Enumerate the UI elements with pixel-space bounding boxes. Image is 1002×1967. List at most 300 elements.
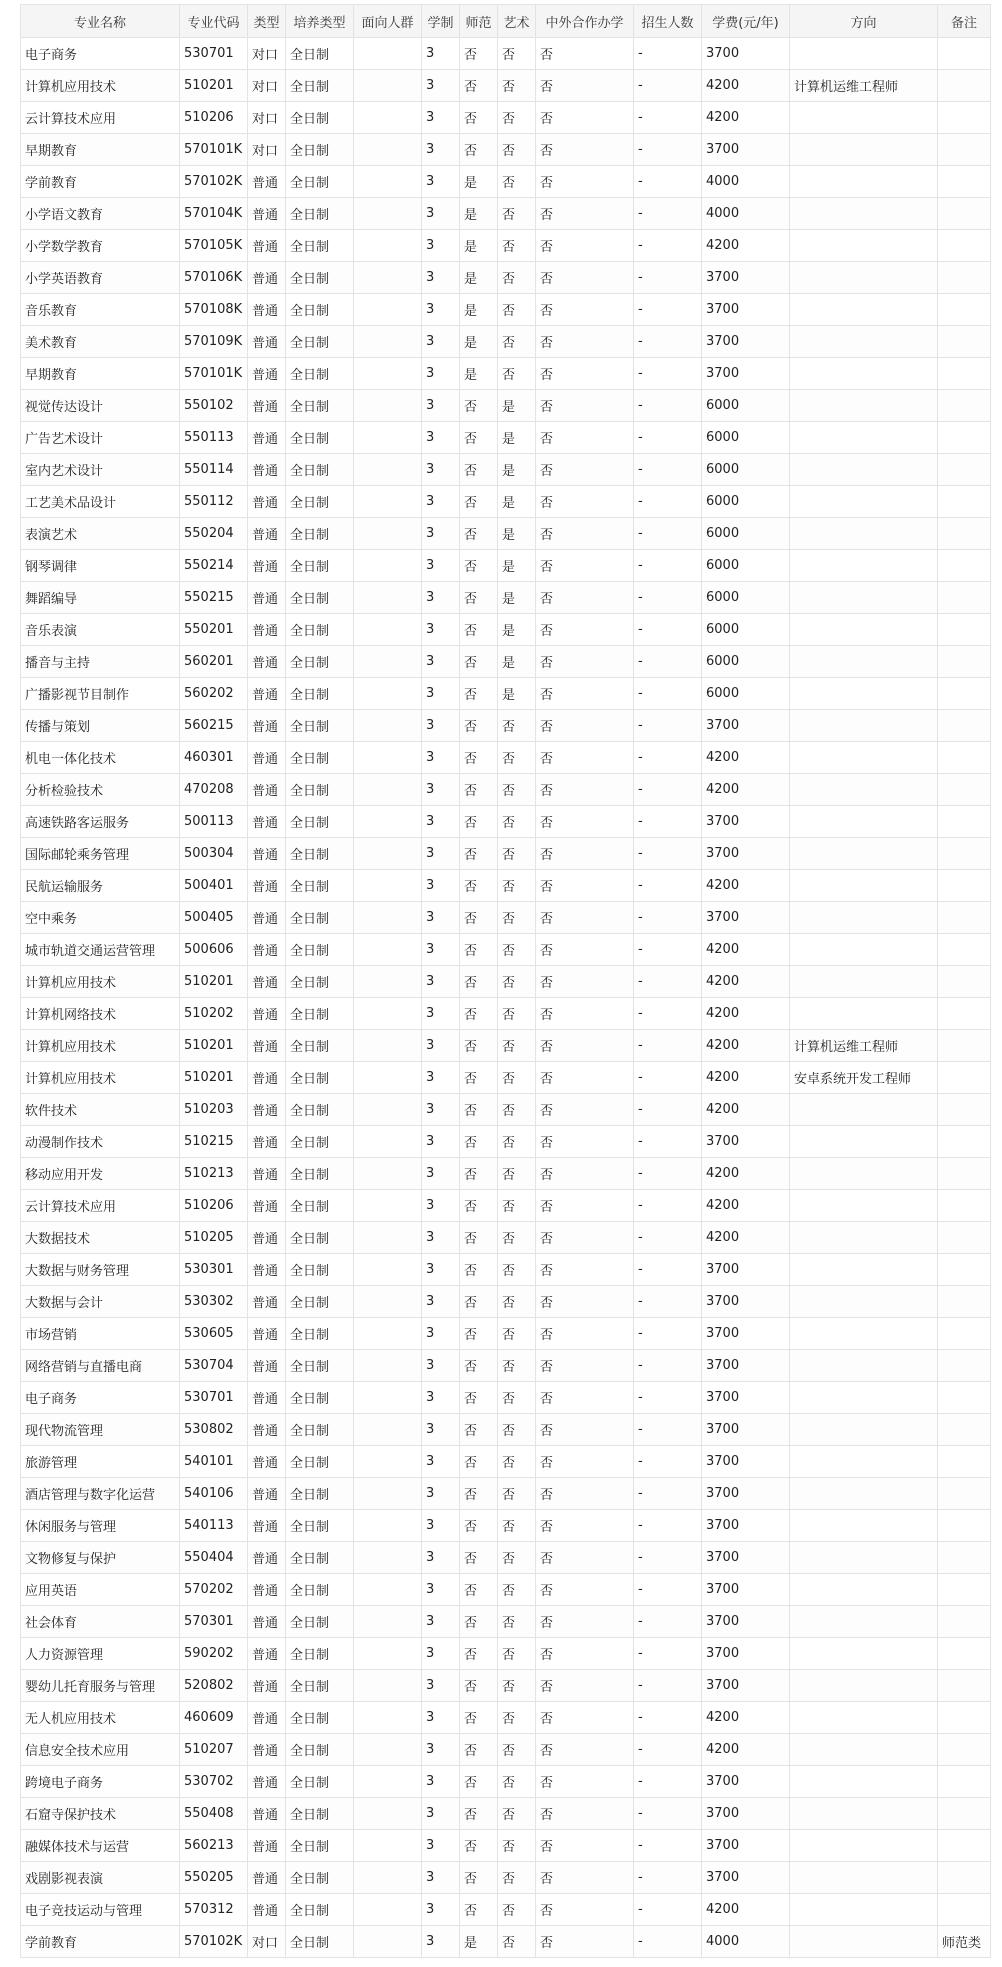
audience-cell (354, 1318, 422, 1350)
enrollment-cell: - (634, 870, 702, 902)
art-cell: 否 (498, 966, 536, 998)
enrollment-cell: - (634, 1478, 702, 1510)
direction-cell (790, 1926, 938, 1958)
tuition-cell: 6000 (702, 390, 790, 422)
type-cell: 普通 (248, 230, 286, 262)
normal-cell: 否 (460, 1062, 498, 1094)
art-cell: 是 (498, 454, 536, 486)
major-name-cell: 空中乘务 (21, 902, 180, 934)
direction-cell (790, 582, 938, 614)
major-name-cell: 广播影视节目制作 (21, 678, 180, 710)
type-cell: 普通 (248, 646, 286, 678)
normal-cell: 否 (460, 1638, 498, 1670)
table-row (21, 1350, 991, 1382)
art-cell: 否 (498, 1030, 536, 1062)
tuition-cell: 3700 (702, 1510, 790, 1542)
type-cell: 对口 (248, 1926, 286, 1958)
table-row (21, 1094, 991, 1126)
duration-cell: 3 (422, 1702, 460, 1734)
remark-cell (938, 294, 991, 326)
training-type-cell: 全日制 (286, 1254, 354, 1286)
training-type-cell: 全日制 (286, 678, 354, 710)
direction-cell (790, 678, 938, 710)
enrollment-cell: - (634, 1222, 702, 1254)
direction-cell (790, 486, 938, 518)
art-cell: 否 (498, 1190, 536, 1222)
type-cell: 普通 (248, 1030, 286, 1062)
tuition-cell: 4200 (702, 1190, 790, 1222)
training-type-cell: 全日制 (286, 1478, 354, 1510)
joint-program-cell: 否 (536, 582, 634, 614)
training-type-cell: 全日制 (286, 358, 354, 390)
duration-cell: 3 (422, 742, 460, 774)
duration-cell: 3 (422, 454, 460, 486)
direction-cell (790, 1670, 938, 1702)
training-type-cell: 全日制 (286, 166, 354, 198)
type-cell: 普通 (248, 294, 286, 326)
normal-cell: 否 (460, 518, 498, 550)
direction-cell (790, 1830, 938, 1862)
major-code-cell: 530301 (180, 1254, 248, 1286)
remark-cell (938, 1446, 991, 1478)
audience-cell (354, 486, 422, 518)
table-row (21, 646, 991, 678)
enrollment-cell: - (634, 230, 702, 262)
remark-cell (938, 102, 991, 134)
remark-cell (938, 262, 991, 294)
remark-cell (938, 1510, 991, 1542)
type-cell: 普通 (248, 1478, 286, 1510)
joint-program-cell: 否 (536, 1542, 634, 1574)
audience-cell (354, 1126, 422, 1158)
tuition-cell: 4200 (702, 966, 790, 998)
duration-cell: 3 (422, 518, 460, 550)
major-code-cell: 520802 (180, 1670, 248, 1702)
duration-cell: 3 (422, 966, 460, 998)
major-name-cell: 小学英语教育 (21, 262, 180, 294)
major-name-cell: 云计算技术应用 (21, 1190, 180, 1222)
tuition-cell: 3700 (702, 134, 790, 166)
major-code-cell: 550102 (180, 390, 248, 422)
enrollment-cell: - (634, 1158, 702, 1190)
normal-cell: 否 (460, 1318, 498, 1350)
remark-cell (938, 614, 991, 646)
enrollment-cell: - (634, 358, 702, 390)
normal-cell: 否 (460, 1862, 498, 1894)
enrollment-cell: - (634, 1766, 702, 1798)
enrollment-cell: - (634, 742, 702, 774)
major-code-cell: 570104K (180, 198, 248, 230)
direction-cell (790, 550, 938, 582)
table-row (21, 550, 991, 582)
major-name-cell: 钢琴调律 (21, 550, 180, 582)
art-cell: 是 (498, 550, 536, 582)
table-row (21, 710, 991, 742)
audience-cell (354, 1766, 422, 1798)
training-type-cell: 全日制 (286, 102, 354, 134)
joint-program-cell: 否 (536, 1318, 634, 1350)
major-code-cell: 570101K (180, 358, 248, 390)
table-row (21, 902, 991, 934)
enrollment-cell: - (634, 38, 702, 70)
training-type-cell: 全日制 (286, 454, 354, 486)
joint-program-cell: 否 (536, 1222, 634, 1254)
duration-cell: 3 (422, 1126, 460, 1158)
major-code-cell: 510206 (180, 102, 248, 134)
normal-cell: 否 (460, 1798, 498, 1830)
duration-cell: 3 (422, 902, 460, 934)
duration-cell: 3 (422, 870, 460, 902)
direction-cell (790, 166, 938, 198)
duration-cell: 3 (422, 646, 460, 678)
direction-cell (790, 614, 938, 646)
joint-program-cell: 否 (536, 1126, 634, 1158)
direction-cell (790, 198, 938, 230)
art-cell: 否 (498, 902, 536, 934)
normal-cell: 否 (460, 1158, 498, 1190)
normal-cell: 否 (460, 806, 498, 838)
major-code-cell: 570106K (180, 262, 248, 294)
enrollment-cell: - (634, 1254, 702, 1286)
major-code-cell: 500401 (180, 870, 248, 902)
normal-cell: 否 (460, 1542, 498, 1574)
direction-cell (790, 742, 938, 774)
major-code-cell: 570101K (180, 134, 248, 166)
duration-cell: 3 (422, 1862, 460, 1894)
remark-cell (938, 966, 991, 998)
direction-cell (790, 934, 938, 966)
type-cell: 普通 (248, 1702, 286, 1734)
remark-cell (938, 742, 991, 774)
major-code-cell: 510201 (180, 1062, 248, 1094)
normal-cell: 否 (460, 1222, 498, 1254)
direction-cell (790, 358, 938, 390)
major-name-cell: 云计算技术应用 (21, 102, 180, 134)
table-row (21, 1574, 991, 1606)
normal-cell: 是 (460, 294, 498, 326)
joint-program-cell: 否 (536, 998, 634, 1030)
remark-cell (938, 806, 991, 838)
duration-cell: 3 (422, 1926, 460, 1958)
training-type-cell: 全日制 (286, 1926, 354, 1958)
major-name-cell: 人力资源管理 (21, 1638, 180, 1670)
art-cell: 否 (498, 1702, 536, 1734)
training-type-cell: 全日制 (286, 1286, 354, 1318)
major-name-cell: 计算机应用技术 (21, 1062, 180, 1094)
type-cell: 普通 (248, 166, 286, 198)
table-row (21, 1286, 991, 1318)
joint-program-cell: 否 (536, 1510, 634, 1542)
art-cell: 否 (498, 1062, 536, 1094)
duration-cell: 3 (422, 614, 460, 646)
major-name-cell: 音乐教育 (21, 294, 180, 326)
tuition-cell: 3700 (702, 1670, 790, 1702)
major-code-cell: 510202 (180, 998, 248, 1030)
major-code-cell: 560201 (180, 646, 248, 678)
joint-program-cell: 否 (536, 1094, 634, 1126)
enrollment-cell: - (634, 1894, 702, 1926)
duration-cell: 3 (422, 998, 460, 1030)
art-cell: 否 (498, 1478, 536, 1510)
training-type-cell: 全日制 (286, 518, 354, 550)
type-cell: 对口 (248, 70, 286, 102)
type-cell: 普通 (248, 1894, 286, 1926)
training-type-cell: 全日制 (286, 38, 354, 70)
header-cell: 专业名称 (21, 5, 180, 38)
duration-cell: 3 (422, 102, 460, 134)
direction-cell (790, 102, 938, 134)
enrollment-cell: - (634, 1574, 702, 1606)
training-type-cell: 全日制 (286, 70, 354, 102)
joint-program-cell: 否 (536, 1638, 634, 1670)
audience-cell (354, 198, 422, 230)
enrollment-cell: - (634, 966, 702, 998)
normal-cell: 否 (460, 1894, 498, 1926)
joint-program-cell: 否 (536, 1414, 634, 1446)
duration-cell: 3 (422, 1318, 460, 1350)
normal-cell: 否 (460, 1766, 498, 1798)
art-cell: 否 (498, 166, 536, 198)
audience-cell (354, 518, 422, 550)
training-type-cell: 全日制 (286, 422, 354, 454)
tuition-cell: 4200 (702, 1222, 790, 1254)
tuition-cell: 3700 (702, 1606, 790, 1638)
joint-program-cell: 否 (536, 1286, 634, 1318)
type-cell: 普通 (248, 902, 286, 934)
joint-program-cell: 否 (536, 262, 634, 294)
table-row (21, 326, 991, 358)
training-type-cell: 全日制 (286, 870, 354, 902)
table-row (21, 934, 991, 966)
table-row (21, 1862, 991, 1894)
majors-table-container (20, 4, 991, 1958)
tuition-cell: 3700 (702, 1478, 790, 1510)
audience-cell (354, 358, 422, 390)
type-cell: 普通 (248, 582, 286, 614)
normal-cell: 否 (460, 70, 498, 102)
joint-program-cell: 否 (536, 1670, 634, 1702)
training-type-cell: 全日制 (286, 582, 354, 614)
remark-cell (938, 134, 991, 166)
tuition-cell: 4200 (702, 934, 790, 966)
tuition-cell: 3700 (702, 806, 790, 838)
art-cell: 否 (498, 1638, 536, 1670)
direction-cell: 计算机运维工程师 (790, 1030, 938, 1062)
major-name-cell: 学前教育 (21, 1926, 180, 1958)
type-cell: 普通 (248, 1286, 286, 1318)
major-code-cell: 510207 (180, 1734, 248, 1766)
audience-cell (354, 1478, 422, 1510)
training-type-cell: 全日制 (286, 1574, 354, 1606)
duration-cell: 3 (422, 1062, 460, 1094)
major-name-cell: 学前教育 (21, 166, 180, 198)
remark-cell (938, 902, 991, 934)
remark-cell (938, 198, 991, 230)
remark-cell (938, 678, 991, 710)
training-type-cell: 全日制 (286, 838, 354, 870)
tuition-cell: 4200 (702, 1158, 790, 1190)
art-cell: 否 (498, 774, 536, 806)
header-cell: 面向人群 (354, 5, 422, 38)
major-name-cell: 动漫制作技术 (21, 1126, 180, 1158)
type-cell: 普通 (248, 742, 286, 774)
direction-cell (790, 1574, 938, 1606)
duration-cell: 3 (422, 1798, 460, 1830)
training-type-cell: 全日制 (286, 1894, 354, 1926)
training-type-cell: 全日制 (286, 1734, 354, 1766)
audience-cell (354, 614, 422, 646)
training-type-cell: 全日制 (286, 1766, 354, 1798)
table-row (21, 678, 991, 710)
tuition-cell: 6000 (702, 550, 790, 582)
art-cell: 否 (498, 1798, 536, 1830)
direction-cell (790, 1606, 938, 1638)
duration-cell: 3 (422, 198, 460, 230)
major-code-cell: 510201 (180, 70, 248, 102)
enrollment-cell: - (634, 614, 702, 646)
type-cell: 普通 (248, 1606, 286, 1638)
joint-program-cell: 否 (536, 1862, 634, 1894)
major-name-cell: 现代物流管理 (21, 1414, 180, 1446)
training-type-cell: 全日制 (286, 486, 354, 518)
duration-cell: 3 (422, 70, 460, 102)
training-type-cell: 全日制 (286, 806, 354, 838)
major-code-cell: 460609 (180, 1702, 248, 1734)
duration-cell: 3 (422, 1254, 460, 1286)
training-type-cell: 全日制 (286, 902, 354, 934)
type-cell: 普通 (248, 1126, 286, 1158)
major-name-cell: 休闲服务与管理 (21, 1510, 180, 1542)
enrollment-cell: - (634, 1350, 702, 1382)
major-code-cell: 470208 (180, 774, 248, 806)
enrollment-cell: - (634, 902, 702, 934)
training-type-cell: 全日制 (286, 1542, 354, 1574)
tuition-cell: 4200 (702, 1702, 790, 1734)
normal-cell: 否 (460, 1030, 498, 1062)
major-code-cell: 550204 (180, 518, 248, 550)
remark-cell (938, 1638, 991, 1670)
tuition-cell: 3700 (702, 1638, 790, 1670)
major-name-cell: 传播与策划 (21, 710, 180, 742)
duration-cell: 3 (422, 1606, 460, 1638)
table-row (21, 1926, 991, 1958)
tuition-cell: 6000 (702, 646, 790, 678)
remark-cell (938, 1702, 991, 1734)
table-row (21, 1382, 991, 1414)
major-name-cell: 电子商务 (21, 38, 180, 70)
table-row (21, 198, 991, 230)
training-type-cell: 全日制 (286, 1638, 354, 1670)
normal-cell: 否 (460, 422, 498, 454)
joint-program-cell: 否 (536, 614, 634, 646)
major-code-cell: 500606 (180, 934, 248, 966)
direction-cell (790, 1446, 938, 1478)
direction-cell (790, 1734, 938, 1766)
audience-cell (354, 102, 422, 134)
type-cell: 普通 (248, 1382, 286, 1414)
table-row (21, 454, 991, 486)
major-code-cell: 510203 (180, 1094, 248, 1126)
training-type-cell: 全日制 (286, 1222, 354, 1254)
training-type-cell: 全日制 (286, 998, 354, 1030)
major-code-cell: 540106 (180, 1478, 248, 1510)
direction-cell (790, 902, 938, 934)
major-name-cell: 信息安全技术应用 (21, 1734, 180, 1766)
major-code-cell: 530802 (180, 1414, 248, 1446)
major-name-cell: 民航运输服务 (21, 870, 180, 902)
type-cell: 普通 (248, 1542, 286, 1574)
direction-cell (790, 646, 938, 678)
table-row (21, 294, 991, 326)
direction-cell (790, 1158, 938, 1190)
joint-program-cell: 否 (536, 1894, 634, 1926)
major-name-cell: 国际邮轮乘务管理 (21, 838, 180, 870)
duration-cell: 3 (422, 582, 460, 614)
enrollment-cell: - (634, 678, 702, 710)
table-row (21, 102, 991, 134)
major-code-cell: 500113 (180, 806, 248, 838)
tuition-cell: 6000 (702, 486, 790, 518)
duration-cell: 3 (422, 1510, 460, 1542)
training-type-cell: 全日制 (286, 742, 354, 774)
direction-cell (790, 1766, 938, 1798)
duration-cell: 3 (422, 166, 460, 198)
audience-cell (354, 1510, 422, 1542)
audience-cell (354, 1382, 422, 1414)
table-row (21, 1478, 991, 1510)
enrollment-cell: - (634, 326, 702, 358)
normal-cell: 否 (460, 1670, 498, 1702)
duration-cell: 3 (422, 486, 460, 518)
art-cell: 否 (498, 1094, 536, 1126)
normal-cell: 否 (460, 678, 498, 710)
normal-cell: 否 (460, 774, 498, 806)
normal-cell: 是 (460, 198, 498, 230)
remark-cell (938, 1062, 991, 1094)
direction-cell (790, 1286, 938, 1318)
major-code-cell: 530605 (180, 1318, 248, 1350)
major-name-cell: 小学语文教育 (21, 198, 180, 230)
type-cell: 普通 (248, 198, 286, 230)
duration-cell: 3 (422, 1830, 460, 1862)
major-name-cell: 市场营销 (21, 1318, 180, 1350)
direction-cell (790, 422, 938, 454)
duration-cell: 3 (422, 550, 460, 582)
art-cell: 否 (498, 1830, 536, 1862)
joint-program-cell: 否 (536, 1158, 634, 1190)
duration-cell: 3 (422, 1158, 460, 1190)
remark-cell (938, 390, 991, 422)
remark-cell (938, 1798, 991, 1830)
audience-cell (354, 1542, 422, 1574)
tuition-cell: 6000 (702, 582, 790, 614)
direction-cell (790, 38, 938, 70)
joint-program-cell: 否 (536, 102, 634, 134)
major-code-cell: 570202 (180, 1574, 248, 1606)
table-row (21, 1030, 991, 1062)
header-row (21, 5, 991, 38)
audience-cell (354, 742, 422, 774)
header-cell: 方向 (790, 5, 938, 38)
joint-program-cell: 否 (536, 902, 634, 934)
major-name-cell: 跨境电子商务 (21, 1766, 180, 1798)
art-cell: 否 (498, 1542, 536, 1574)
direction-cell (790, 774, 938, 806)
duration-cell: 3 (422, 262, 460, 294)
tuition-cell: 4200 (702, 998, 790, 1030)
table-row (21, 1414, 991, 1446)
type-cell: 普通 (248, 1446, 286, 1478)
